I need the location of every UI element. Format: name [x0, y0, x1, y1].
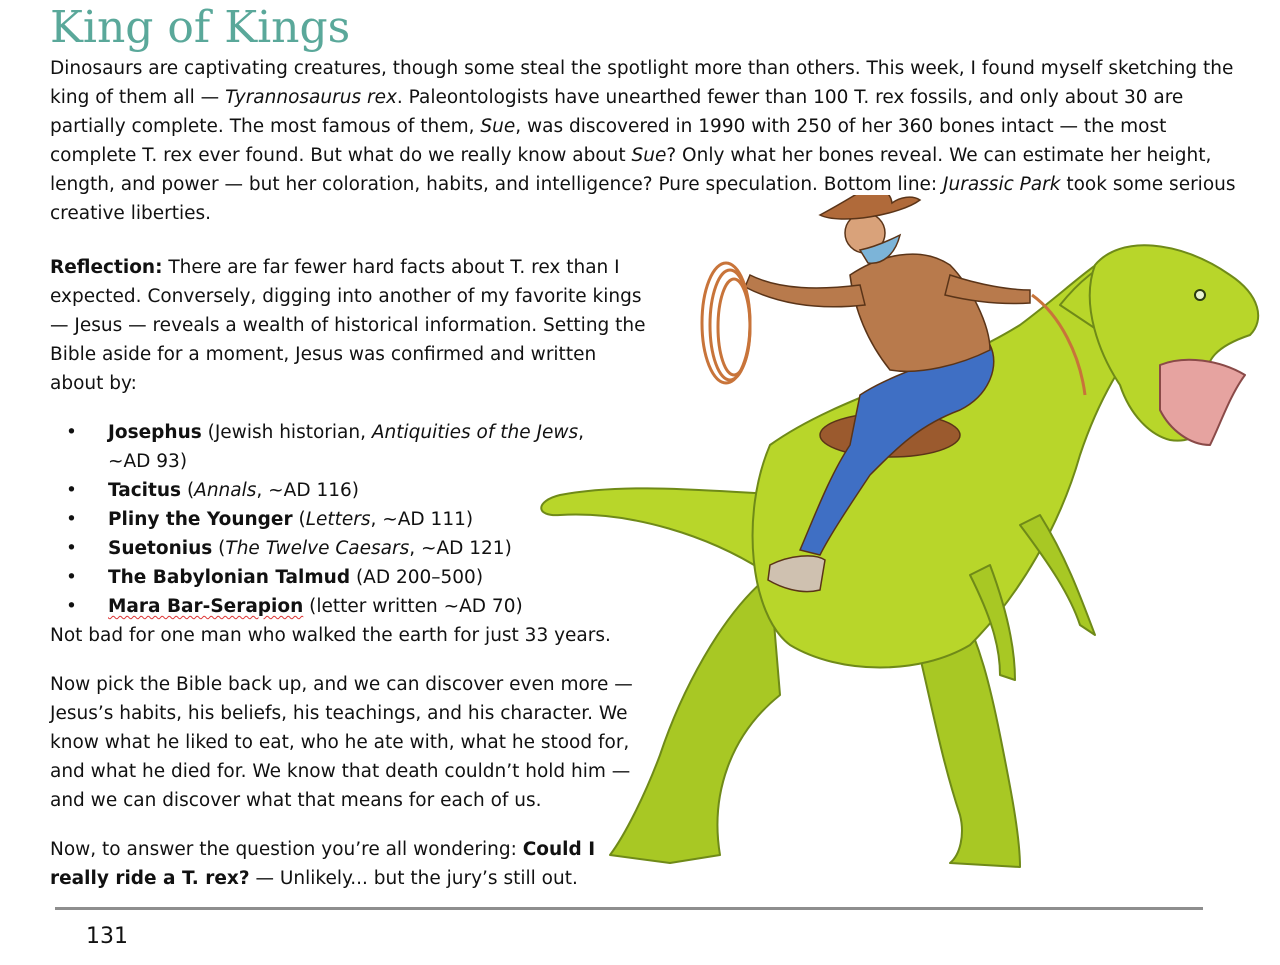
intro-sue-2: Sue [631, 145, 667, 166]
bible-paragraph: Now pick the Bible back up, and we can discover even more — Jesus’s habits, his beliefs, his teachings, and his character. We know what he liked to eat, who he ate with, what he stood for, and what he died for. We know that death couldn’t hold him — and we can discover what that means for each of us. [50, 674, 633, 811]
source-post: , ~AD 121) [409, 538, 512, 559]
reflection-text: There are far fewer hard facts about T. rex than I expected. Conversely, digging into another of my favorite kings — Jesus — reveals a wealth of historical information. Setting the Bible aside for a moment, Jesus was confirmed and written about by: [50, 257, 646, 394]
source-post: , ~AD 111) [370, 509, 474, 530]
after-list-text: Not bad for one man who walked the earth for just 33 years. [50, 625, 611, 646]
closing-pre: Now, to answer the question you’re all wondering: [50, 839, 523, 860]
closing-post: — Unlikely... but the jury’s still out. [249, 868, 578, 889]
cowboy-arm-rope [745, 275, 865, 307]
source-name: Pliny the Younger [108, 509, 293, 530]
source-pre: ( [181, 480, 195, 501]
intro-text-4: ? Only what her bones reveal. We can estimate her height, length, and power — but her coloration, habits, and intelligence? Pure speculation. Bottom line: [50, 145, 1212, 195]
source-pre: (letter written ~AD 70) [303, 596, 523, 617]
page-number: 131 [86, 924, 128, 949]
intro-trex: Tyrannosaurus rex [225, 87, 397, 108]
closing-question: Could I really ride a T. rex? [50, 839, 596, 889]
source-pre: (Jewish historian, [201, 422, 372, 443]
source-post: , ~AD 116) [256, 480, 359, 501]
source-pre: ( [292, 509, 306, 530]
source-pre: ( [212, 538, 226, 559]
intro-jurassic-park: Jurassic Park [943, 174, 1061, 195]
cowboy-jacket [850, 254, 990, 371]
intro-text-1: Dinosaurs are captivating creatures, though some steal the spotlight more than others. This week, I found myself sketching the king of them all — [50, 58, 1234, 108]
source-pre: (AD 200–500) [350, 567, 484, 588]
source-work: Antiquities of the Jews [371, 422, 579, 443]
intro-text-5: took some serious creative liberties. [50, 174, 1236, 224]
intro-text-3: , was discovered in 1990 with 250 of her 360 bones intact — the most complete T. rex ever found. But what do we really know about [50, 116, 1167, 166]
trex-back-leg [610, 575, 780, 863]
source-name: Suetonius [108, 538, 213, 559]
source-name: Mara Bar-Serapion [108, 596, 304, 617]
source-name: The Babylonian Talmud [108, 567, 351, 588]
reflection-label: Reflection: [50, 257, 163, 278]
source-name: Josephus [108, 422, 202, 443]
page-title: King of Kings [50, 2, 351, 53]
trex-arm [1020, 515, 1095, 635]
source-name: Tacitus [108, 480, 182, 501]
intro-sue-1: Sue [480, 116, 516, 137]
footer-divider [55, 907, 1203, 910]
trex-eye [1195, 290, 1205, 300]
source-work: Annals [194, 480, 257, 501]
cowboy-hat [820, 195, 920, 219]
source-work: Letters [305, 509, 371, 530]
source-post: , ~AD 93) [108, 422, 584, 472]
source-work: The Twelve Caesars [225, 538, 410, 559]
cowboy-riding-trex-illustration [520, 195, 1280, 895]
intro-text-2: . Paleontologists have unearthed fewer than 100 T. rex fossils, and only about 30 are partially complete. The most famous of them, [50, 87, 1184, 137]
